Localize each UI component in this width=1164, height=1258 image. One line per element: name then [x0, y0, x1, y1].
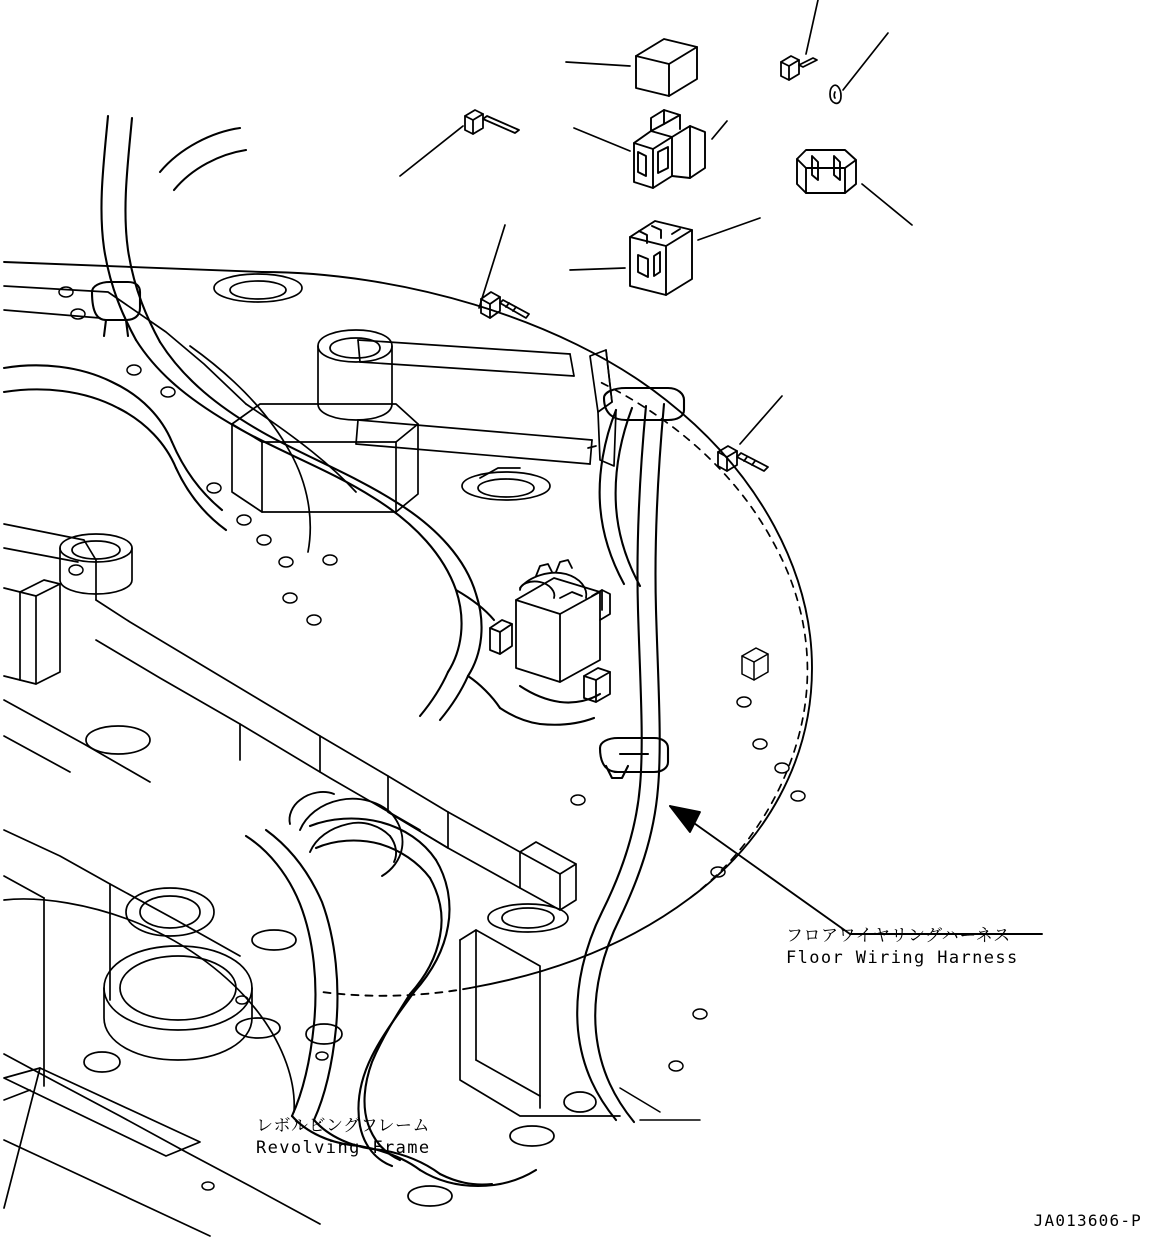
leader-line	[570, 268, 625, 270]
bracket-part	[797, 150, 856, 193]
leader-line	[712, 121, 727, 139]
leader-line	[479, 225, 505, 308]
callout-floor-wiring-harness-jp: フロアワイヤリングハーネス	[786, 926, 1011, 946]
leader-line	[740, 396, 782, 444]
bolt-clamp-right	[718, 446, 768, 471]
relay-block-center	[630, 221, 692, 295]
relay-connector-pair	[634, 110, 705, 188]
leader-line	[862, 184, 912, 225]
leader-line	[566, 62, 630, 66]
leader-line	[806, 0, 818, 54]
bolt-top-right	[781, 56, 817, 80]
callout-revolving-frame-jp: レボルビングフレーム	[256, 1116, 430, 1136]
callout-floor-wiring-harness-en: Floor Wiring Harness	[786, 947, 1019, 968]
leader-line	[698, 218, 760, 240]
leader-line	[574, 128, 630, 151]
bolt-mid-left	[465, 110, 519, 134]
relay-part-top	[636, 39, 697, 96]
leader-line	[400, 126, 463, 176]
callout-revolving-frame	[256, 1116, 431, 1160]
callout-revolving-frame-en: Revolving Frame	[256, 1137, 431, 1158]
callout-floor-wiring-harness	[786, 926, 1019, 970]
drawing-number: JA013606-P	[1033, 1211, 1142, 1230]
leader-line	[843, 33, 888, 90]
washer-top-right	[830, 85, 841, 103]
